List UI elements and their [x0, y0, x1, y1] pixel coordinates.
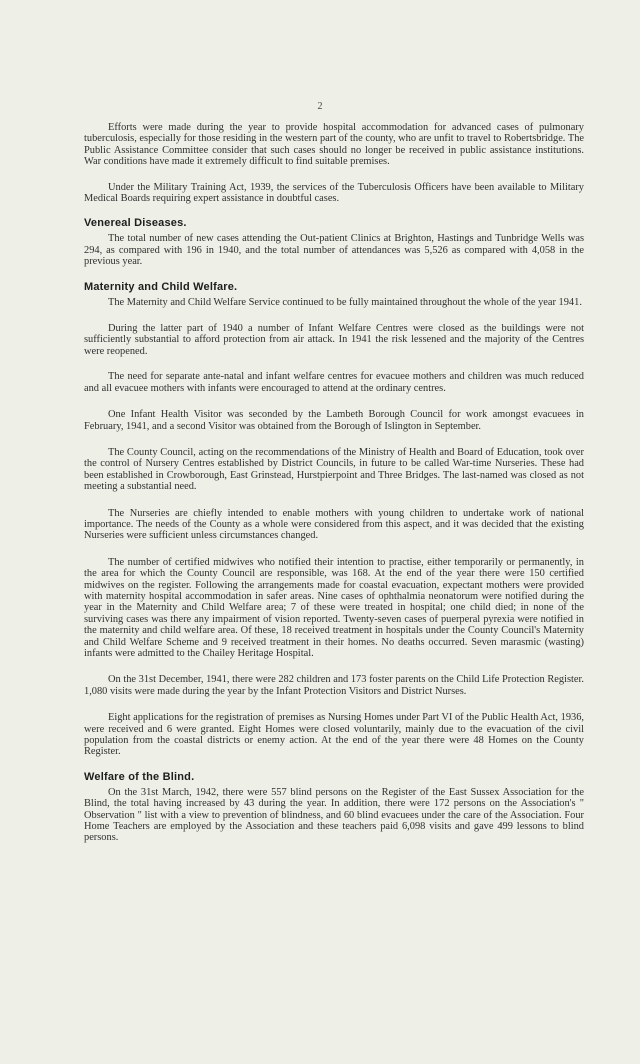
paragraph-nurseries-purpose: The Nurseries are chiefly intended to enable mothers with young children to undertake work of national importance. The needs of the County as a whole were considered from this aspect, and it was decided that the existing Nurseries were sufficient unless circumstances changed. [84, 507, 584, 542]
paragraph-infant-welfare-centres: During the latter part of 1940 a number of Infant Welfare Centres were closed as the buildings were not sufficiently substantial to afford protection from air attack. In 1941 the risk lessened and the majority of the Centres were reopened. [84, 323, 584, 357]
paragraph-tuberculosis-accommodation: Efforts were made during the year to provide hospital accommodation for advanced cases of pulmonary tuberculosis, especially for those residing in the western part of the county, who are unfit to travel to Robertsbridge. The Public Assistance Committee consider that such cases should no longer be received in public assistance institutions. War conditions have made it extremely difficult to find suitable premises. [84, 122, 584, 168]
heading-maternity-child-welfare: Maternity and Child Welfare. [84, 280, 238, 293]
paragraph-nursery-centres: The County Council, acting on the recommendations of the Ministry of Health and Board of Education, took over the control of Nursery Centres established by District Councils, in future to be called War-time Nurseries. These had been established in Crowborough, East Grinstead, Hurstpierpoint and Three Bridges. The last-named was closed as not meeting a substantial need. [84, 446, 584, 493]
paragraph-blind-register: On the 31st March, 1942, there were 557 blind persons on the Register of the East Sussex Association for the Blind, the total having increased by 43 during the year. In addition, there were 172 persons on the Association's " Observation " list with a view to prevention of blindness, and 60 blind evacuees under the care of the Association. Four Home Teachers are employed by the Association and these teachers paid 6,098 visits and gave 499 lessons to blind persons. [84, 786, 584, 844]
heading-welfare-of-blind: Welfare of the Blind. [84, 770, 195, 783]
paragraph-nursing-homes: Eight applications for the registration of premises as Nursing Homes under Part VI of the Public Health Act, 1936, were received and 6 were granted. Eight Homes were closed voluntarily, mainly due to the evacuation of the civil population from the coastal districts or enemy action. At the end of the year there were 48 Homes on the County Register. [84, 712, 584, 758]
paragraph-military-training-act: Under the Military Training Act, 1939, the services of the Tuberculosis Officers have been available to Military Medical Boards requiring expert assistance in doubtful cases. [84, 181, 584, 205]
paragraph-evacuee-centres: The need for separate ante-natal and infant welfare centres for evacuee mothers and children was much reduced and all evacuee mothers with infants were encouraged to attend at the ordinary centres. [84, 371, 584, 394]
paragraph-maternity-service: The Maternity and Child Welfare Service continued to be fully maintained throughout the whole of the year 1941. [108, 296, 582, 308]
paragraph-health-visitor: One Infant Health Visitor was seconded by the Lambeth Borough Council for work amongst evacuees in February, 1941, and a second Visitor was obtained from the Borough of Islington in September. [84, 409, 584, 432]
paragraph-venereal-cases: The total number of new cases attending the Out-patient Clinics at Brighton, Hastings and Tunbridge Wells was 294, as compared with 196 in 1940, and the total number of attendances was 5,526 as compared with 4,058 in the previous year. [84, 233, 584, 268]
paragraph-midwives: The number of certified midwives who notified their intention to practise, either temporarily or permanently, in the area for which the County Council are responsible, was 168. At the end of the year there were 150 certified midwives on the register. Following the arrangements made for coastal evacuation, expectant mothers were provided with maternity hospital accommodation in safer areas. Nine cases of ophthalmia neonatorum were notified during the year in the Maternity and Child Welfare area; 7 of these were treated in hospital; one child died; in none of the surviving cases was there any impairment of vision reported. Twenty-seven cases of puerperal pyrexia were notified in the maternity and child welfare area. Of these, 18 received treatment in hospitals under the County Council's Maternity and Child Welfare Scheme and 9 received treatment in their homes. No deaths occurred. Seven marasmic (wasting) infants were admitted to the Chailey Heritage Hospital. [84, 556, 584, 659]
heading-venereal-diseases: Venereal Diseases. [84, 217, 187, 230]
page-number: 2 [317, 101, 323, 112]
document-body [84, 122, 584, 844]
paragraph-child-life-protection: On the 31st December, 1941, there were 282 children and 173 foster parents on the Child Life Protection Register. 1,080 visits were made during the year by the Infant Protection Visitors and District Nurses. [84, 674, 584, 697]
